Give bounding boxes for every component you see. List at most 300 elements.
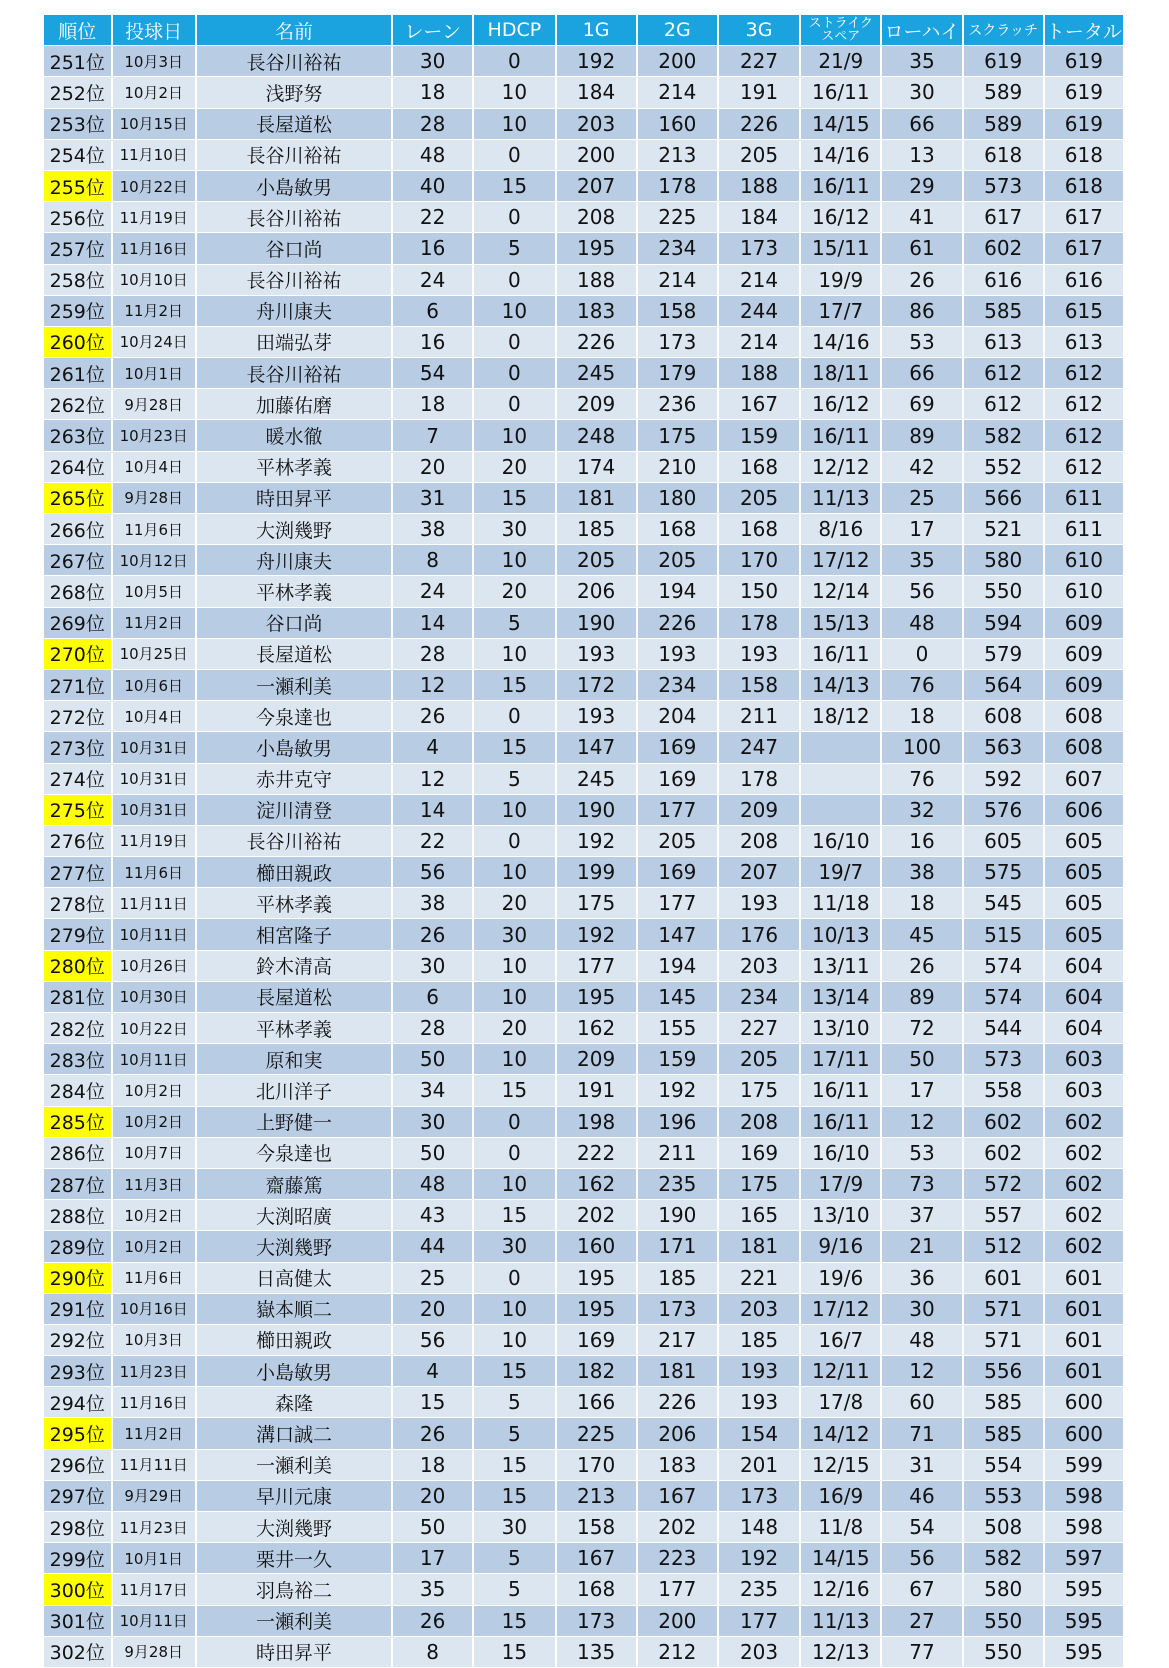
hdcp-cell: 30 — [473, 1512, 555, 1543]
scratch-cell: 608 — [963, 701, 1044, 732]
game1-cell: 182 — [556, 1356, 637, 1387]
date-cell: 10月30日 — [112, 981, 196, 1012]
rank-cell: 264位 — [44, 451, 112, 482]
game3-cell: 159 — [718, 420, 800, 451]
name-cell: 平林孝義 — [196, 888, 392, 919]
game1-cell: 192 — [556, 919, 637, 950]
strike-spare-cell: 14/12 — [800, 1418, 881, 1449]
table-row — [44, 1293, 1124, 1324]
game3-cell: 173 — [718, 233, 800, 264]
name-cell: 今泉達也 — [196, 1137, 392, 1168]
header-hdcp: HDCP — [473, 15, 555, 46]
game1-cell: 245 — [556, 358, 637, 389]
lane-cell: 18 — [392, 77, 473, 108]
scratch-cell: 544 — [963, 1013, 1044, 1044]
game2-cell: 192 — [637, 1075, 718, 1106]
total-cell: 604 — [1044, 981, 1124, 1012]
game2-cell: 160 — [637, 108, 718, 139]
table-row — [44, 732, 1124, 763]
total-cell: 613 — [1044, 326, 1124, 357]
scratch-cell: 602 — [963, 1106, 1044, 1137]
header-game2: 2G — [637, 15, 718, 46]
game3-cell: 244 — [718, 295, 800, 326]
hdcp-cell: 0 — [473, 389, 555, 420]
scratch-cell: 585 — [963, 1387, 1044, 1418]
header-low-high: ローハイ — [881, 15, 962, 46]
game3-cell: 201 — [718, 1449, 800, 1480]
game2-cell: 200 — [637, 46, 718, 77]
game2-cell: 183 — [637, 1449, 718, 1480]
name-cell: 長谷川裕祐 — [196, 139, 392, 170]
table-row — [44, 1106, 1124, 1137]
name-cell: 栗井一久 — [196, 1543, 392, 1574]
game2-cell: 194 — [637, 950, 718, 981]
rank-cell: 289位 — [44, 1231, 112, 1262]
game3-cell: 234 — [718, 981, 800, 1012]
rank-cell: 254位 — [44, 139, 112, 170]
low-high-cell: 66 — [881, 108, 962, 139]
table-row — [44, 420, 1124, 451]
game1-cell: 190 — [556, 607, 637, 638]
game1-cell: 158 — [556, 1512, 637, 1543]
strike-spare-cell: 10/13 — [800, 919, 881, 950]
rank-cell: 265位 — [44, 482, 112, 513]
lane-cell: 31 — [392, 482, 473, 513]
lane-cell: 30 — [392, 950, 473, 981]
table-row — [44, 389, 1124, 420]
date-cell: 10月22日 — [112, 1013, 196, 1044]
game3-cell: 193 — [718, 1356, 800, 1387]
strike-spare-cell: 16/10 — [800, 825, 881, 856]
game1-cell: 190 — [556, 794, 637, 825]
table-row — [44, 170, 1124, 201]
lane-cell: 28 — [392, 108, 473, 139]
hdcp-cell: 10 — [473, 420, 555, 451]
name-cell: 一瀬利美 — [196, 669, 392, 700]
strike-spare-cell: 14/15 — [800, 108, 881, 139]
table-row — [44, 77, 1124, 108]
table-row — [44, 46, 1124, 77]
game2-cell: 178 — [637, 170, 718, 201]
date-cell: 10月11日 — [112, 1605, 196, 1636]
scratch-cell: 552 — [963, 451, 1044, 482]
scratch-cell: 571 — [963, 1324, 1044, 1355]
game2-cell: 235 — [637, 1168, 718, 1199]
table-row — [44, 1231, 1124, 1262]
game3-cell: 214 — [718, 264, 800, 295]
game2-cell: 211 — [637, 1137, 718, 1168]
game3-cell: 175 — [718, 1075, 800, 1106]
date-cell: 10月2日 — [112, 1200, 196, 1231]
game1-cell: 162 — [556, 1013, 637, 1044]
table-row — [44, 576, 1124, 607]
total-cell: 612 — [1044, 451, 1124, 482]
low-high-cell: 56 — [881, 576, 962, 607]
low-high-cell: 17 — [881, 1075, 962, 1106]
game1-cell: 191 — [556, 1075, 637, 1106]
name-cell: 赤井克守 — [196, 763, 392, 794]
table-body — [44, 46, 1124, 1668]
low-high-cell: 100 — [881, 732, 962, 763]
hdcp-cell: 15 — [473, 1480, 555, 1511]
header-game1: 1G — [556, 15, 637, 46]
game1-cell: 213 — [556, 1480, 637, 1511]
name-cell: 加藤佑磨 — [196, 389, 392, 420]
lane-cell: 38 — [392, 514, 473, 545]
total-cell: 597 — [1044, 1543, 1124, 1574]
name-cell: 長谷川裕祐 — [196, 264, 392, 295]
table-row — [44, 1262, 1124, 1293]
game2-cell: 204 — [637, 701, 718, 732]
game3-cell: 193 — [718, 1387, 800, 1418]
total-cell: 617 — [1044, 202, 1124, 233]
date-cell: 11月2日 — [112, 1418, 196, 1449]
lane-cell: 43 — [392, 1200, 473, 1231]
game2-cell: 179 — [637, 358, 718, 389]
table-row — [44, 1075, 1124, 1106]
low-high-cell: 41 — [881, 202, 962, 233]
table-row — [44, 1449, 1124, 1480]
game1-cell: 225 — [556, 1418, 637, 1449]
rank-cell: 299位 — [44, 1543, 112, 1574]
low-high-cell: 69 — [881, 389, 962, 420]
rank-cell: 267位 — [44, 545, 112, 576]
low-high-cell: 89 — [881, 981, 962, 1012]
date-cell: 9月29日 — [112, 1480, 196, 1511]
hdcp-cell: 10 — [473, 108, 555, 139]
strike-spare-cell: 12/12 — [800, 451, 881, 482]
date-cell: 11月19日 — [112, 825, 196, 856]
total-cell: 601 — [1044, 1262, 1124, 1293]
header-total: トータル — [1044, 15, 1124, 46]
game3-cell: 193 — [718, 888, 800, 919]
strike-spare-cell: 15/13 — [800, 607, 881, 638]
lane-cell: 20 — [392, 451, 473, 482]
scratch-cell: 557 — [963, 1200, 1044, 1231]
table-row — [44, 919, 1124, 950]
game1-cell: 181 — [556, 482, 637, 513]
game3-cell: 178 — [718, 763, 800, 794]
table-row — [44, 108, 1124, 139]
header-lane: レーン — [392, 15, 473, 46]
rank-cell: 300位 — [44, 1574, 112, 1605]
strike-spare-cell — [800, 794, 881, 825]
strike-spare-cell: 19/7 — [800, 857, 881, 888]
date-cell: 10月5日 — [112, 576, 196, 607]
low-high-cell: 37 — [881, 1200, 962, 1231]
lane-cell: 4 — [392, 732, 473, 763]
scratch-cell: 573 — [963, 1044, 1044, 1075]
strike-spare-cell — [800, 732, 881, 763]
header-strike-spare — [800, 15, 881, 46]
table-row — [44, 1636, 1124, 1667]
total-cell: 600 — [1044, 1387, 1124, 1418]
game2-cell: 213 — [637, 139, 718, 170]
game2-cell: 168 — [637, 514, 718, 545]
rank-cell: 277位 — [44, 857, 112, 888]
game1-cell: 202 — [556, 1200, 637, 1231]
total-cell: 604 — [1044, 1013, 1124, 1044]
hdcp-cell: 10 — [473, 1044, 555, 1075]
name-cell: 齋藤篤 — [196, 1168, 392, 1199]
game3-cell: 167 — [718, 389, 800, 420]
scratch-cell: 617 — [963, 202, 1044, 233]
total-cell: 612 — [1044, 358, 1124, 389]
table-row — [44, 1200, 1124, 1231]
lane-cell: 16 — [392, 326, 473, 357]
game1-cell: 226 — [556, 326, 637, 357]
game1-cell: 167 — [556, 1543, 637, 1574]
rank-cell: 274位 — [44, 763, 112, 794]
table-header — [44, 15, 1124, 46]
name-cell: 鈴木清高 — [196, 950, 392, 981]
scratch-cell: 566 — [963, 482, 1044, 513]
rank-cell: 276位 — [44, 825, 112, 856]
name-cell: 長谷川裕祐 — [196, 202, 392, 233]
strike-spare-cell: 13/10 — [800, 1013, 881, 1044]
game3-cell: 165 — [718, 1200, 800, 1231]
game3-cell: 235 — [718, 1574, 800, 1605]
lane-cell: 16 — [392, 233, 473, 264]
low-high-cell: 56 — [881, 1543, 962, 1574]
lane-cell: 44 — [392, 1231, 473, 1262]
date-cell: 9月28日 — [112, 389, 196, 420]
name-cell: 暖水徹 — [196, 420, 392, 451]
game3-cell: 169 — [718, 1137, 800, 1168]
lane-cell: 12 — [392, 763, 473, 794]
table-row — [44, 638, 1124, 669]
game2-cell: 193 — [637, 638, 718, 669]
game1-cell: 166 — [556, 1387, 637, 1418]
game2-cell: 236 — [637, 389, 718, 420]
game2-cell: 177 — [637, 888, 718, 919]
hdcp-cell: 5 — [473, 763, 555, 794]
name-cell: 原和実 — [196, 1044, 392, 1075]
lane-cell: 30 — [392, 46, 473, 77]
rank-cell: 255位 — [44, 170, 112, 201]
low-high-cell: 72 — [881, 1013, 962, 1044]
table-row — [44, 264, 1124, 295]
game3-cell: 170 — [718, 545, 800, 576]
name-cell: 羽鳥裕二 — [196, 1574, 392, 1605]
total-cell: 606 — [1044, 794, 1124, 825]
date-cell: 9月28日 — [112, 1636, 196, 1667]
low-high-cell: 77 — [881, 1636, 962, 1667]
game1-cell: 135 — [556, 1636, 637, 1667]
table-row — [44, 1044, 1124, 1075]
scratch-cell: 571 — [963, 1293, 1044, 1324]
date-cell: 10月24日 — [112, 326, 196, 357]
lane-cell: 18 — [392, 389, 473, 420]
low-high-cell: 13 — [881, 139, 962, 170]
strike-spare-cell: 11/18 — [800, 888, 881, 919]
date-cell: 10月16日 — [112, 1293, 196, 1324]
date-cell: 10月4日 — [112, 701, 196, 732]
lane-cell: 56 — [392, 1324, 473, 1355]
low-high-cell: 38 — [881, 857, 962, 888]
scratch-cell: 580 — [963, 1574, 1044, 1605]
name-cell: 大渕幾野 — [196, 514, 392, 545]
rank-cell: 258位 — [44, 264, 112, 295]
rank-cell: 278位 — [44, 888, 112, 919]
scratch-cell: 564 — [963, 669, 1044, 700]
total-cell: 599 — [1044, 1449, 1124, 1480]
low-high-cell: 30 — [881, 77, 962, 108]
low-high-cell: 71 — [881, 1418, 962, 1449]
low-high-cell: 53 — [881, 1137, 962, 1168]
game3-cell: 158 — [718, 669, 800, 700]
name-cell: 淀川清登 — [196, 794, 392, 825]
low-high-cell: 48 — [881, 1324, 962, 1355]
name-cell: 溝口誠二 — [196, 1418, 392, 1449]
lane-cell: 40 — [392, 170, 473, 201]
game1-cell: 198 — [556, 1106, 637, 1137]
lane-cell: 17 — [392, 1543, 473, 1574]
scratch-cell: 582 — [963, 1543, 1044, 1574]
strike-spare-cell: 12/16 — [800, 1574, 881, 1605]
rank-cell: 260位 — [44, 326, 112, 357]
game2-cell: 217 — [637, 1324, 718, 1355]
date-cell: 10月15日 — [112, 108, 196, 139]
total-cell: 598 — [1044, 1512, 1124, 1543]
strike-spare-cell: 17/12 — [800, 1293, 881, 1324]
total-cell: 602 — [1044, 1106, 1124, 1137]
game1-cell: 177 — [556, 950, 637, 981]
lane-cell: 26 — [392, 701, 473, 732]
game1-cell: 195 — [556, 233, 637, 264]
date-cell: 10月2日 — [112, 1075, 196, 1106]
game1-cell: 184 — [556, 77, 637, 108]
game3-cell: 191 — [718, 77, 800, 108]
rank-cell: 286位 — [44, 1137, 112, 1168]
date-cell: 10月31日 — [112, 794, 196, 825]
lane-cell: 48 — [392, 1168, 473, 1199]
scratch-cell: 575 — [963, 857, 1044, 888]
total-cell: 618 — [1044, 170, 1124, 201]
rank-cell: 270位 — [44, 638, 112, 669]
name-cell: 平林孝義 — [196, 576, 392, 607]
low-high-cell: 67 — [881, 1574, 962, 1605]
rank-cell: 257位 — [44, 233, 112, 264]
lane-cell: 54 — [392, 358, 473, 389]
name-cell: 長谷川裕祐 — [196, 46, 392, 77]
hdcp-cell: 15 — [473, 1075, 555, 1106]
name-cell: 今泉達也 — [196, 701, 392, 732]
game1-cell: 245 — [556, 763, 637, 794]
strike-spare-cell: 13/14 — [800, 981, 881, 1012]
game3-cell: 208 — [718, 825, 800, 856]
date-cell: 11月6日 — [112, 1262, 196, 1293]
game1-cell: 248 — [556, 420, 637, 451]
name-cell: 長屋道松 — [196, 981, 392, 1012]
total-cell: 607 — [1044, 763, 1124, 794]
lane-cell: 50 — [392, 1512, 473, 1543]
game1-cell: 192 — [556, 825, 637, 856]
total-cell: 602 — [1044, 1200, 1124, 1231]
strike-spare-cell: 18/11 — [800, 358, 881, 389]
game1-cell: 222 — [556, 1137, 637, 1168]
game3-cell: 209 — [718, 794, 800, 825]
rank-cell: 273位 — [44, 732, 112, 763]
table-row — [44, 1605, 1124, 1636]
table-row — [44, 1480, 1124, 1511]
game3-cell: 181 — [718, 1231, 800, 1262]
hdcp-cell: 15 — [473, 1605, 555, 1636]
game3-cell: 208 — [718, 1106, 800, 1137]
strike-spare-cell: 17/12 — [800, 545, 881, 576]
scratch-cell: 585 — [963, 1418, 1044, 1449]
table-row — [44, 825, 1124, 856]
hdcp-cell: 15 — [473, 669, 555, 700]
name-cell: 小島敏男 — [196, 1356, 392, 1387]
lane-cell: 7 — [392, 420, 473, 451]
total-cell: 601 — [1044, 1324, 1124, 1355]
rank-cell: 283位 — [44, 1044, 112, 1075]
strike-spare-cell: 11/13 — [800, 482, 881, 513]
hdcp-cell: 0 — [473, 1137, 555, 1168]
table-row — [44, 295, 1124, 326]
header-spare-label: スペア — [821, 29, 861, 45]
total-cell: 619 — [1044, 108, 1124, 139]
date-cell: 10月2日 — [112, 77, 196, 108]
low-high-cell: 45 — [881, 919, 962, 950]
date-cell: 10月7日 — [112, 1137, 196, 1168]
game2-cell: 214 — [637, 264, 718, 295]
header-date: 投球日 — [112, 15, 196, 46]
low-high-cell: 18 — [881, 888, 962, 919]
total-cell: 604 — [1044, 950, 1124, 981]
total-cell: 612 — [1044, 420, 1124, 451]
scratch-cell: 579 — [963, 638, 1044, 669]
scratch-cell: 545 — [963, 888, 1044, 919]
scratch-cell: 602 — [963, 1137, 1044, 1168]
name-cell: 一瀬利美 — [196, 1449, 392, 1480]
rank-cell: 269位 — [44, 607, 112, 638]
date-cell: 11月3日 — [112, 1168, 196, 1199]
low-high-cell: 66 — [881, 358, 962, 389]
game2-cell: 181 — [637, 1356, 718, 1387]
date-cell: 10月11日 — [112, 1044, 196, 1075]
scratch-cell: 605 — [963, 825, 1044, 856]
game2-cell: 180 — [637, 482, 718, 513]
lane-cell: 24 — [392, 264, 473, 295]
game3-cell: 211 — [718, 701, 800, 732]
game3-cell: 148 — [718, 1512, 800, 1543]
game2-cell: 173 — [637, 1293, 718, 1324]
game3-cell: 203 — [718, 1636, 800, 1667]
header-rank: 順位 — [44, 15, 112, 46]
low-high-cell: 26 — [881, 950, 962, 981]
low-high-cell: 46 — [881, 1480, 962, 1511]
game2-cell: 205 — [637, 545, 718, 576]
game3-cell: 173 — [718, 1480, 800, 1511]
name-cell: 舟川康夫 — [196, 545, 392, 576]
rank-cell: 296位 — [44, 1449, 112, 1480]
strike-spare-cell: 16/10 — [800, 1137, 881, 1168]
total-cell: 605 — [1044, 888, 1124, 919]
rank-cell: 302位 — [44, 1636, 112, 1667]
total-cell: 602 — [1044, 1168, 1124, 1199]
game2-cell: 194 — [637, 576, 718, 607]
game2-cell: 169 — [637, 763, 718, 794]
game2-cell: 167 — [637, 1480, 718, 1511]
header-strike-label: ストライク — [808, 16, 873, 32]
game1-cell: 209 — [556, 1044, 637, 1075]
date-cell: 11月23日 — [112, 1356, 196, 1387]
name-cell: 上野健一 — [196, 1106, 392, 1137]
lane-cell: 38 — [392, 888, 473, 919]
total-cell: 617 — [1044, 233, 1124, 264]
